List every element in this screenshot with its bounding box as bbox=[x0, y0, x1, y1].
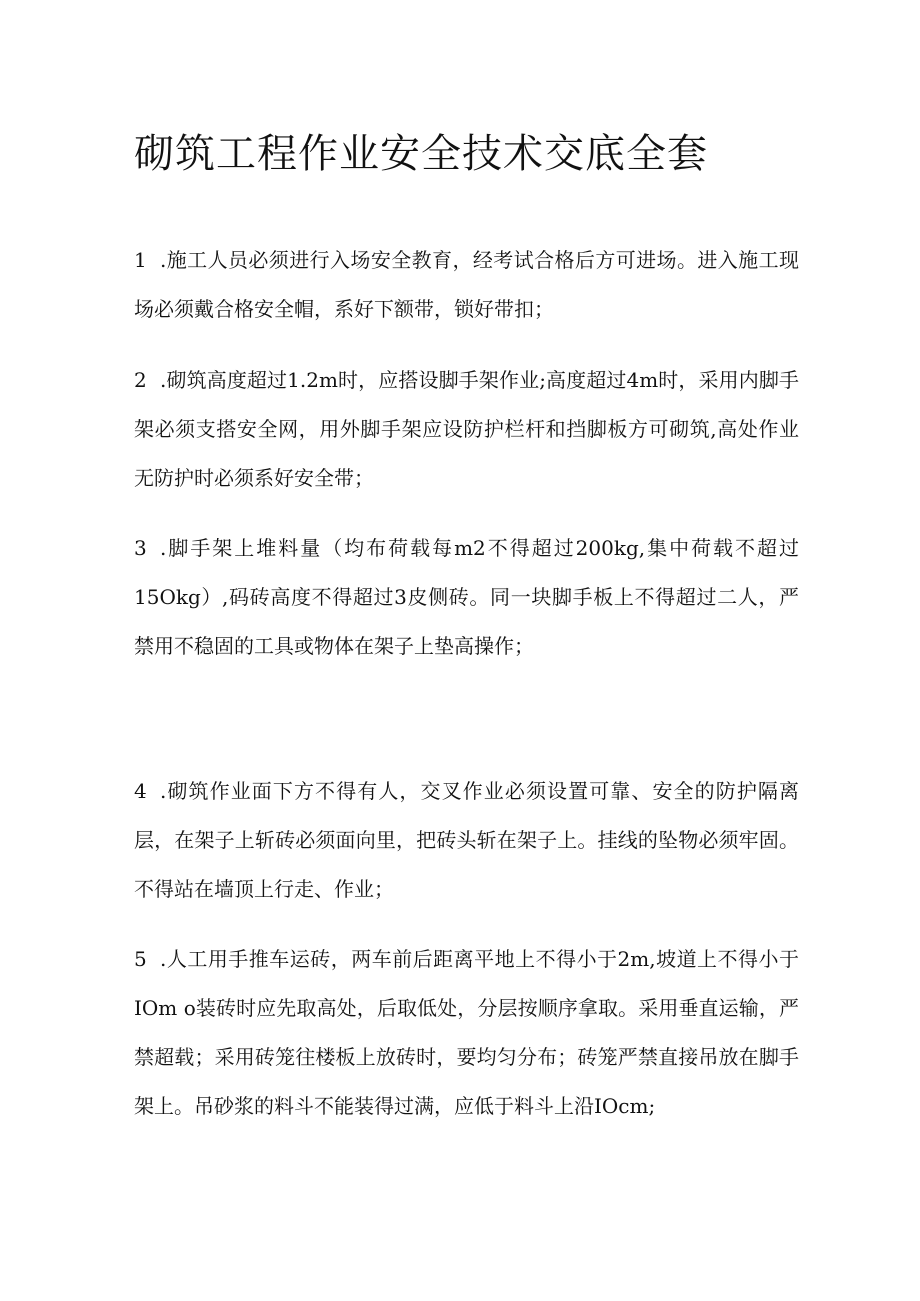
item-text: .施工人员必须进行入场安全教育，经考试合格后方可进场。进入施工现场必须戴合格安全帽，系好下额带，锁好带扣； bbox=[134, 248, 799, 321]
document-title: 砌筑工程作业安全技术交底全套 bbox=[134, 131, 708, 177]
list-item bbox=[134, 524, 799, 671]
list-item bbox=[134, 356, 799, 503]
item-text: .砌筑高度超过1.2m时，应搭设脚手架作业;高度超过4m时，采用内脚手架必须支搭安全网，用外脚手架应设防护栏杆和挡脚板方可砌筑,高处作业无防护时必须系好安全带； bbox=[134, 368, 799, 490]
item-number: 5 bbox=[134, 947, 147, 971]
item-number: 2 bbox=[134, 368, 147, 392]
item-text: .脚手架上堆料量（均布荷载每m2不得超过200kg,集中荷载不超过15Okg）,码砖高度不得超过3皮侧砖。同一块脚手板上不得超过二人，严禁用不稳固的工具或物体在架子上垫高操作； bbox=[134, 536, 799, 658]
list-item bbox=[134, 767, 799, 914]
item-text: .砌筑作业面下方不得有人，交叉作业必须设置可靠、安全的防护隔离层，在架子上斩砖必须面向里，把砖头斩在架子上。挂线的坠物必须牢固。不得站在墙顶上行走、作业； bbox=[134, 779, 799, 901]
list-item bbox=[134, 935, 799, 1131]
item-number: 3 bbox=[134, 536, 147, 560]
list-item bbox=[134, 236, 799, 334]
item-number: 1 bbox=[134, 248, 147, 272]
item-number: 4 bbox=[134, 779, 147, 803]
item-text: .人工用手推车运砖，两车前后距离平地上不得小于2m,坡道上不得小于IOm o装砖时应先取高处，后取低处，分层按顺序拿取。采用垂直运输，严禁超载；采用砖笼往楼板上放砖时，要均匀分布；砖笼严禁直接吊放在脚手架上。吊砂浆的料斗不能装得过满，应低于料斗上沿IOcm; bbox=[134, 947, 799, 1118]
